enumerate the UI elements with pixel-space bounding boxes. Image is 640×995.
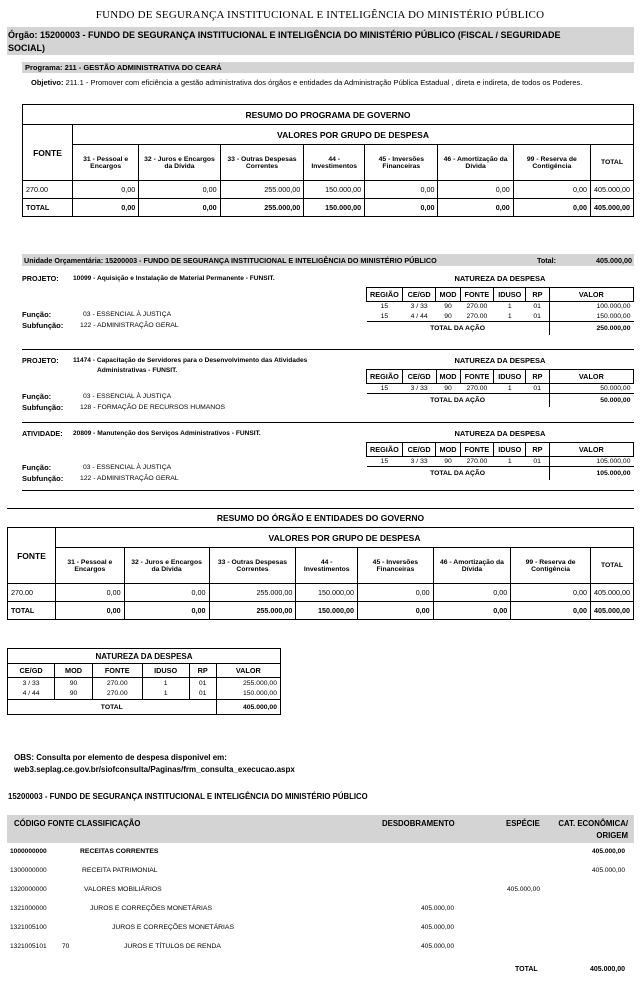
receita-classificacao: VALORES MOBILIÁRIOS [84, 886, 162, 893]
resumo-orgao-headers [8, 548, 634, 584]
total-value: 150.000,00 [296, 602, 358, 620]
natureza-header: REGIÃO [367, 288, 403, 302]
natureza-header: VALOR [549, 288, 633, 302]
acao-tipo: PROJETO: [22, 356, 59, 365]
natureza-cell: 3 / 33 [410, 385, 428, 392]
receitas-total-label: TOTAL [515, 966, 538, 973]
total-acao-value: 105.000,00 [549, 467, 633, 480]
value-cell: 150.000,00 [304, 181, 365, 199]
table-row [8, 584, 634, 602]
fonte-cell: 270.00 [8, 584, 56, 602]
natureza-cell: 270.00 [92, 689, 142, 700]
natureza-cell: 01 [526, 457, 549, 467]
natureza-row [8, 689, 281, 700]
acao-tipo: ATIVIDADE: [22, 429, 63, 438]
obs-link[interactable]: web3.seplag.ce.gov.br/siofconsulta/Paginas/frm_consulta_execucao.aspx [14, 765, 295, 774]
natureza-table-wrap [366, 287, 634, 335]
value-cell: 0,00 [56, 584, 125, 602]
natureza-resumo-headers [8, 664, 281, 678]
natureza-header: CE/GD [402, 370, 436, 384]
natureza-cell: 90 [444, 312, 452, 320]
receita-classificacao: JUROS E CORREÇÕES MONETÁRIAS [90, 905, 212, 912]
funcao-label: Função: [22, 310, 52, 319]
natureza-cell: 1 [142, 689, 189, 700]
total-value: 0,00 [139, 199, 220, 217]
receitas-title: 15200003 - FUNDO DE SEGURANÇA INSTITUCIONAL E INTELIGÊNCIA DO MINISTÉRIO PÚBLICO [8, 792, 368, 801]
group-header: 44 - Investimentos [304, 145, 365, 181]
natureza-title: NATUREZA DA DESPESA [454, 356, 546, 365]
receita-classificacao: RECEITAS CORRENTES [80, 848, 159, 855]
total-value: 0,00 [365, 199, 438, 217]
resumo-programa-title: RESUMO DO PROGRAMA DE GOVERNO [23, 105, 634, 125]
document-title: FUNDO DE SEGURANÇA INSTITUCIONAL E INTELIGÊNCIA DO MINISTÉRIO PÚBLICO [95, 9, 545, 21]
total-acao-label: TOTAL DA AÇÃO [367, 322, 550, 335]
total-value: 0,00 [438, 199, 513, 217]
value-cell: 405.000,00 [590, 584, 633, 602]
natureza-cell: 15 [380, 458, 389, 465]
unidade-total-label: Total: [537, 256, 557, 265]
receita-desdobramento: 405.000,00 [420, 924, 454, 931]
natureza-cell: 255.000,00 [216, 678, 280, 689]
receitas-h-especie: ESPÉCIE [506, 819, 540, 828]
natureza-row [367, 302, 634, 312]
subfuncao-label: Subfunção: [22, 474, 64, 483]
receita-especie: 405.000,00 [506, 886, 540, 893]
total-value: 0,00 [124, 602, 209, 620]
funcao-label: Função: [22, 463, 52, 472]
resumo-orgao-table [7, 527, 634, 620]
group-header: 33 - Outras Despesas Correntes [220, 145, 304, 181]
receita-classificacao: JUROS E TÍTULOS DE RENDA [124, 943, 221, 950]
resumo-orgao [7, 527, 634, 620]
group-header: 46 - Amortização da Dívida [438, 145, 513, 181]
total-value: 0,00 [56, 602, 125, 620]
natureza-table-wrap [366, 369, 634, 407]
natureza-cell: 90 [444, 458, 452, 465]
natureza-header-row [367, 288, 634, 302]
receita-classificacao: JUROS E CORREÇÕES MONETÁRIAS [112, 924, 234, 931]
natureza-header: CE/GD [8, 664, 55, 678]
total-value: 405.000,00 [590, 199, 633, 217]
value-cell: 150.000,00 [296, 584, 358, 602]
fonte-header: FONTE [8, 528, 56, 584]
natureza-header: FONTE [460, 370, 494, 384]
natureza-header: IDUSO [494, 370, 526, 384]
receita-desdobramento: 405.000,00 [420, 943, 454, 950]
natureza-header: FONTE [460, 288, 494, 302]
total-row [8, 700, 281, 715]
programa-label: Programa: 211 - GESTÃO ADMINISTRATIVA DO CEARÁ [25, 63, 222, 72]
natureza-header: FONTE [92, 664, 142, 678]
group-header: TOTAL [590, 145, 633, 181]
funcao-value: 03 - ESSENCIAL À JUSTIÇA [83, 464, 172, 471]
value-cell: 0,00 [433, 584, 511, 602]
value-cell: 0,00 [513, 181, 590, 199]
natureza-cell: 270.00 [466, 312, 488, 320]
total-label: TOTAL [8, 700, 217, 715]
value-cell: 0,00 [358, 584, 434, 602]
natureza-header: VALOR [216, 664, 280, 678]
objetivo [31, 78, 582, 87]
receita-codigo: 1300000000 [10, 867, 47, 874]
natureza-header: VALOR [549, 443, 633, 457]
natureza-cell: 270.00 [466, 385, 488, 392]
value-cell: 0,00 [139, 181, 220, 199]
natureza-header: REGIÃO [367, 443, 403, 457]
total-label: TOTAL [23, 199, 73, 217]
group-header: 45 - Inversões Financeiras [358, 548, 434, 584]
natureza-row [367, 384, 634, 394]
receita-desdobramento: 405.000,00 [420, 905, 454, 912]
unidade-label: Unidade Orçamentária: 15200003 - FUNDO DE SEGURANÇA INSTITUCIONAL E INTELIGÊNCIA DO MINISTÉRIO PÚBLICO [24, 256, 437, 265]
total-row [23, 199, 634, 217]
natureza-cell: 1 [142, 678, 189, 689]
fonte-cell: 270.00 [23, 181, 73, 199]
natureza-cell: 01 [526, 384, 549, 394]
resumo-programa-table [22, 104, 634, 217]
value-cell: 405.000,00 [590, 181, 633, 199]
resumo-programa [22, 104, 634, 217]
total-acao-value: 50.000,00 [549, 394, 633, 407]
natureza-title: NATUREZA DA DESPESA [454, 274, 546, 283]
receita-cat: 405.000,00 [591, 848, 625, 855]
total-acao-row [367, 322, 634, 335]
natureza-cell: 3 / 33 [410, 303, 428, 311]
total-value: 405.000,00 [216, 700, 280, 715]
group-header: 99 - Reserva de Contigência [513, 145, 590, 181]
total-row [8, 602, 634, 620]
group-header: 32 - Juros e Encargos da Dívida [139, 145, 220, 181]
subfuncao-value: 128 - FORMAÇÃO DE RECURSOS HUMANOS [80, 404, 226, 411]
acao-desc: 10099 - Aquisição e Instalação de Material Permanente - FUNSIT. [73, 275, 275, 282]
group-header: 99 - Reserva de Contigência [511, 548, 591, 584]
receita-codigo: 1320000000 [10, 886, 47, 893]
table-row [23, 181, 634, 199]
total-value: 150.000,00 [304, 199, 365, 217]
receita-codigo: 1321000000 [10, 905, 47, 912]
natureza-cell: 1 [507, 312, 512, 320]
group-header: 44 - Investimentos [296, 548, 358, 584]
receita-codigo: 1321005100 [10, 924, 47, 931]
orgao-label: Órgão: 15200003 - FUNDO DE SEGURANÇA INSTITUCIONAL E INTELIGÊNCIA DO MINISTÉRIO PÚBLICO (FISCAL / SEGURIDADE [8, 30, 561, 40]
funcao-value: 03 - ESSENCIAL À JUSTIÇA [83, 311, 172, 318]
objetivo-label: Objetivo: [31, 78, 64, 87]
natureza-cell: 270.00 [466, 303, 488, 311]
receitas-h-desdobramento: DESDOBRAMENTO [382, 819, 455, 828]
total-acao-row [367, 467, 634, 480]
natureza-cell: 3 / 33 [8, 678, 55, 689]
natureza-cell: 150.000,00 [596, 312, 631, 320]
natureza-cell: 15 [380, 312, 389, 320]
total-value: 0,00 [433, 602, 511, 620]
group-header: 31 - Pessoal e Encargos [73, 145, 139, 181]
total-value: 0,00 [73, 199, 139, 217]
natureza-header: RP [189, 664, 216, 678]
natureza-cell: 01 [526, 312, 549, 322]
natureza-header: CE/GD [402, 288, 436, 302]
acao-desc-cont: Administrativas - FUNSIT. [97, 367, 178, 374]
resumo-orgao-title: RESUMO DO ÓRGÃO E ENTIDADES DO GOVERNO [216, 513, 425, 523]
receita-codigo: 1321005101 [10, 943, 47, 950]
natureza-header: MOD [436, 288, 460, 302]
natureza-cell: 4 / 44 [8, 689, 55, 700]
natureza-header: IDUSO [494, 288, 526, 302]
total-acao-label: TOTAL DA AÇÃO [367, 467, 550, 480]
acao-desc: 20809 - Manutenção dos Serviços Administrativos - FUNSIT. [73, 430, 261, 437]
fonte-header: FONTE [23, 125, 73, 181]
natureza-cell: 270.00 [466, 458, 488, 465]
total-value: 405.000,00 [590, 602, 633, 620]
natureza-header: MOD [436, 370, 460, 384]
natureza-row [367, 457, 634, 467]
natureza-header-row [367, 370, 634, 384]
group-header: 45 - Inversões Financeiras [365, 145, 438, 181]
funcao-label: Função: [22, 392, 52, 401]
natureza-resumo-table [7, 648, 281, 715]
natureza-title: NATUREZA DA DESPESA [454, 429, 546, 438]
receitas-h-codigo: CÓDIGO FONTE CLASSIFICAÇÃO [14, 819, 141, 828]
natureza-header: MOD [436, 443, 460, 457]
value-cell: 0,00 [73, 181, 139, 199]
natureza-header: VALOR [549, 370, 633, 384]
natureza-resumo-title: NATUREZA DA DESPESA [8, 649, 281, 664]
group-header: 31 - Pessoal e Encargos [56, 548, 125, 584]
natureza-cell: 3 / 33 [410, 458, 428, 465]
natureza-resumo [7, 648, 281, 715]
natureza-cell: 01 [189, 689, 216, 700]
acao-desc: 11474 - Capacitação de Servidores para o Desenvolvimento das Atividades [73, 357, 308, 364]
section-divider [22, 490, 634, 491]
funcao-value: 03 - ESSENCIAL À JUSTIÇA [83, 393, 172, 400]
natureza-header: REGIÃO [367, 370, 403, 384]
group-header: 46 - Amortização da Dívida [433, 548, 511, 584]
natureza-cell: 1 [507, 458, 512, 465]
natureza-table [366, 369, 634, 407]
natureza-cell: 90 [444, 303, 452, 311]
natureza-cell: 15 [380, 303, 389, 311]
receita-classificacao: RECEITA PATRIMONIAL [82, 867, 158, 874]
natureza-cell: 50.000,00 [600, 385, 631, 392]
natureza-header: IDUSO [494, 443, 526, 457]
natureza-header: RP [526, 288, 549, 302]
natureza-cell: 90 [444, 385, 452, 392]
total-value: 0,00 [358, 602, 434, 620]
natureza-cell: 1 [507, 303, 512, 311]
acao-tipo: PROJETO: [22, 274, 59, 283]
natureza-table [366, 442, 634, 480]
total-value: 0,00 [511, 602, 591, 620]
total-value: 0,00 [513, 199, 590, 217]
natureza-header: IDUSO [142, 664, 189, 678]
objetivo-text: 211.1 - Promover com eficiência a gestão administrativa dos órgãos e entidades da Administração Pública Estadual , direta e indireta, de todos os Poderes. [65, 78, 583, 87]
subfuncao-value: 122 - ADMINISTRAÇÃO GERAL [80, 475, 179, 482]
value-cell: 255.000,00 [209, 584, 296, 602]
natureza-cell: 105.000,00 [596, 458, 631, 465]
natureza-table-wrap [366, 442, 634, 480]
group-header: TOTAL [590, 548, 633, 584]
total-value: 255.000,00 [220, 199, 304, 217]
natureza-table [366, 287, 634, 335]
total-label: TOTAL [8, 602, 56, 620]
natureza-header: MOD [55, 664, 93, 678]
group-header: 32 - Juros e Encargos da Dívida [124, 548, 209, 584]
natureza-cell: 270.00 [92, 678, 142, 689]
natureza-cell: 01 [526, 302, 549, 312]
subfuncao-label: Subfunção: [22, 321, 64, 330]
resumo-programa-headers [23, 145, 634, 181]
receita-cat: 405.000,00 [591, 867, 625, 874]
natureza-cell: 1 [507, 385, 512, 392]
receitas-h-cat1: CAT. ECONÔMICA/ [558, 819, 628, 828]
natureza-row [8, 678, 281, 689]
value-cell: 255.000,00 [220, 181, 304, 199]
group-title: VALORES POR GRUPO DE DESPESA [73, 125, 634, 145]
total-acao-row [367, 394, 634, 407]
value-cell: 0,00 [365, 181, 438, 199]
receita-codigo: 1000000000 [10, 848, 47, 855]
natureza-header: CE/GD [402, 443, 436, 457]
value-cell: 0,00 [511, 584, 591, 602]
receitas-total-value: 405.000,00 [589, 966, 625, 973]
group-title: VALORES POR GRUPO DE DESPESA [56, 528, 634, 548]
natureza-row [367, 312, 634, 322]
section-divider [22, 422, 634, 423]
section-divider [22, 349, 634, 350]
natureza-cell: 150.000,00 [216, 689, 280, 700]
group-header: 33 - Outras Despesas Correntes [209, 548, 296, 584]
receitas-h-cat2: ORIGEM [596, 831, 628, 840]
subfuncao-label: Subfunção: [22, 403, 64, 412]
natureza-cell: 15 [380, 385, 389, 392]
unidade-total-value: 405.000,00 [596, 256, 632, 265]
natureza-header: RP [526, 443, 549, 457]
value-cell: 0,00 [124, 584, 209, 602]
natureza-header: FONTE [460, 443, 494, 457]
total-acao-label: TOTAL DA AÇÃO [367, 394, 550, 407]
natureza-header: RP [526, 370, 549, 384]
orgao-label-cont: SOCIAL) [8, 43, 45, 53]
obs-line1: OBS: Consulta por elemento de despesa disponivel em: [14, 753, 227, 762]
value-cell: 0,00 [438, 181, 513, 199]
natureza-cell: 4 / 44 [410, 312, 428, 320]
receita-fonte: 70 [62, 943, 70, 950]
natureza-cell: 100.000,00 [596, 303, 631, 311]
natureza-cell: 90 [55, 678, 93, 689]
subfuncao-value: 122 - ADMINISTRAÇÃO GERAL [80, 322, 179, 329]
natureza-cell: 90 [55, 689, 93, 700]
total-value: 255.000,00 [209, 602, 296, 620]
natureza-cell: 01 [189, 678, 216, 689]
total-acao-value: 250.000,00 [549, 322, 633, 335]
natureza-header-row [367, 443, 634, 457]
